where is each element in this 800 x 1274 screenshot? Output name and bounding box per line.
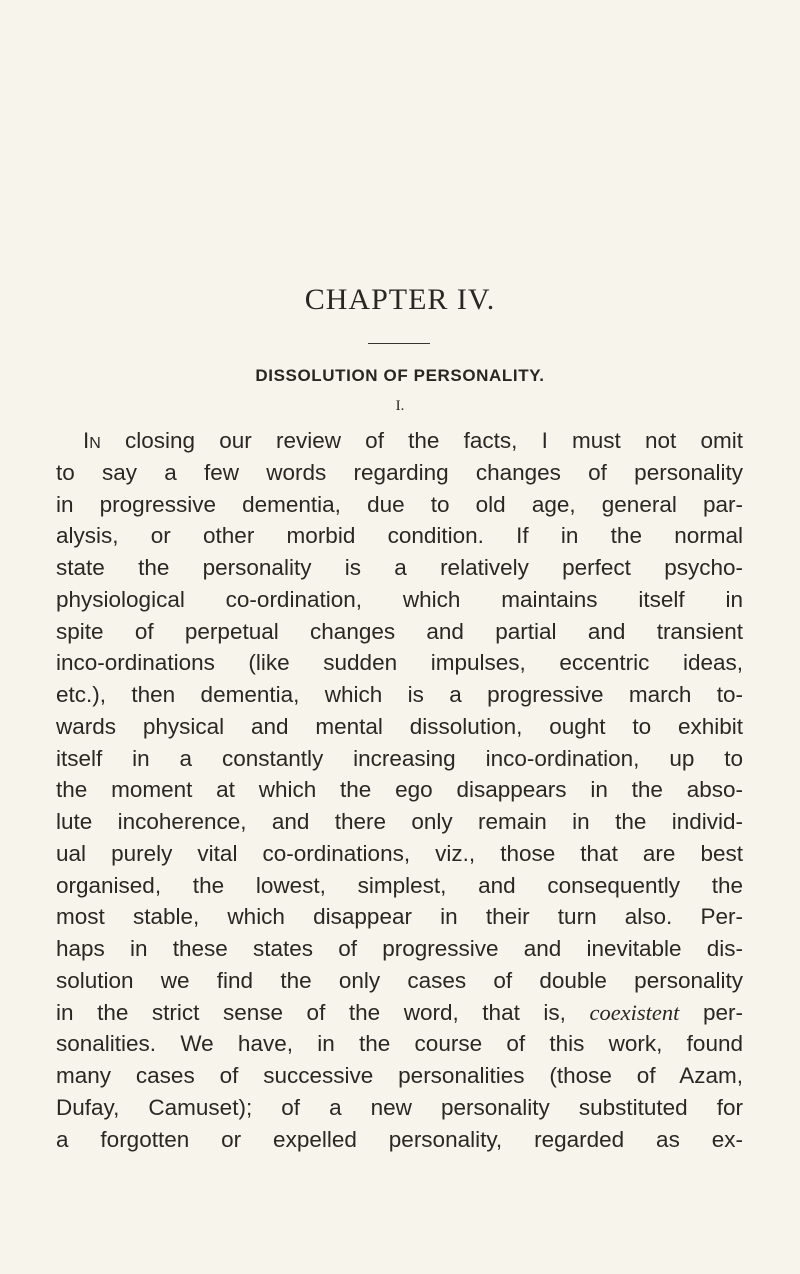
chapter-title: CHAPTER IV.	[304, 283, 496, 316]
text-line	[56, 997, 743, 1029]
text-line: lute incoherence, and there only remain in the individ-	[56, 809, 743, 834]
text-line: alysis, or other morbid condition. If in the normal	[56, 523, 743, 549]
text-line: most stable, which disappear in their turn also. Per-	[56, 904, 743, 930]
text-line: Dufay, Camuset); of a new personality substituted for	[56, 1094, 743, 1120]
text-line: in progressive dementia, due to old age, general par-	[56, 491, 743, 517]
text-line: many cases of successive personalities (those of Azam,	[56, 1063, 743, 1088]
section-number: I.	[395, 398, 405, 414]
title-divider	[368, 343, 430, 344]
text-line: ual purely vital co-ordinations, viz., those that are best	[56, 840, 743, 866]
text-line	[56, 425, 743, 457]
section-title: DISSOLUTION OF PERSONALITY.	[255, 366, 545, 385]
text-line: to say a few words regarding changes of personality	[56, 459, 743, 485]
text-line: inco-ordinations (like sudden impulses, eccentric ideas,	[56, 650, 743, 676]
text-line: haps in these states of progressive and inevitable dis-	[56, 936, 743, 961]
text-line: the moment at which the ego disappears in the abso-	[56, 777, 743, 803]
lead-word: In	[83, 428, 101, 453]
text-line-after: per-	[679, 999, 743, 1025]
text-line: solution we find the only cases of double personality	[56, 967, 743, 993]
text-line: etc.), then dementia, which is a progressive march to-	[56, 682, 743, 707]
emphasis-word: coexistent	[589, 999, 680, 1025]
text-line: organised, the lowest, simplest, and consequently the	[56, 872, 743, 898]
body-paragraph	[56, 425, 743, 1155]
text-line: physiological co-ordination, which maintains itself in	[56, 586, 743, 612]
text-line-content: closing our review of the facts, I must not omit	[100, 428, 743, 453]
text-line: wards physical and mental dissolution, ought to exhibit	[56, 713, 743, 739]
text-line: state the personality is a relatively perfect psycho-	[56, 555, 743, 580]
text-line: a forgotten or expelled personality, regarded as ex-	[56, 1126, 743, 1152]
text-line: spite of perpetual changes and partial and transient	[56, 618, 743, 644]
text-line-before: in the strict sense of the word, that is,	[56, 999, 590, 1025]
text-line: itself in a constantly increasing inco-ordination, up to	[56, 745, 743, 771]
text-line: sonalities. We have, in the course of this work, found	[56, 1031, 743, 1057]
